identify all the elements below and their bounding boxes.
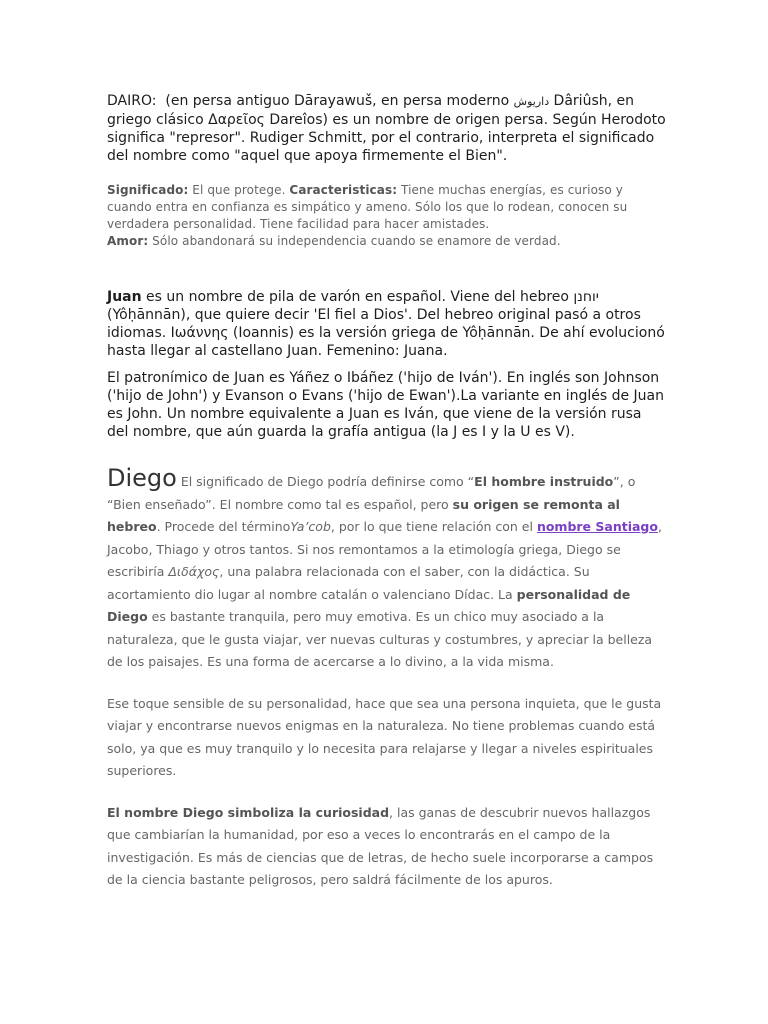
diego-paragraph-3 [107,802,667,892]
diego-paragraph-2: Ese toque sensible de su personalidad, hace que sea una persona inquieta, que le gusta viajar y encontrarse nuevos enigmas en la naturaleza. No tiene problemas cuando está solo, ya que es muy tranquilo y lo necesita para relajarse y llegar a niveles espirituales superiores. [107,695,662,778]
diego-text-a: El significado de Diego podría definirse como “ [176,474,475,489]
amor-text: Sólo abandonará su independencia cuando se enamore de verdad. [148,234,561,248]
dairo-label: DAIRO: [107,93,157,109]
diego-text-f: , Jacobo, Thiago y otros tantos. Si nos remontamos a la etimología griega, Diego se escribiría [107,519,662,579]
dairo-text-2: Dâriûsh, en griego clásico Δαρεῖος Dareîos) es un nombre de origen persa. Según Herodoto significa "represor". Rudiger Schmitt, por el contrario, interpreta el significado del nombre como "aquel que apoya firmemente el Bien". [107,93,666,164]
caracteristicas-label: Caracteristicas: [289,183,398,197]
diego-yacob: Ya’cob [290,519,331,534]
diego-text-p3: , las ganas de descubrir nuevos hallazgos que cambiarían la humanidad, por eso a veces lo encontrarás en el campo de la investigación. Es más de ciencias que de letras, de hecho suele incorporarse a campos de la ciencia bastante peligrosos, pero saldrá fácilmente de los apuros. [107,804,654,887]
meaning-paragraph [107,182,667,250]
significado-label: Significado: [107,183,189,197]
diego-bold-1: El hombre instruido [474,474,614,489]
diego-text-c: ”, o “Bien enseñado”. El nombre como tal es español, pero [107,474,636,512]
diego-text-e: , por lo que tiene relación con el [330,519,537,534]
significado-text: El que protege. [188,183,290,197]
dairo-persian: داریوش [513,95,550,108]
diego-text-g: , una palabra relacionada con el saber, con la didáctica. Su acortamiento dio lugar al nombre catalán o valenciano Dídac. La [107,564,590,602]
diego-greek: Διδάχος [168,564,220,579]
diego-title: Diego [107,464,177,492]
amor-label: Amor: [107,234,149,248]
diego-text-h: es bastante tranquila, pero muy emotiva. Es un chico muy asociado a la naturaleza, que le gusta viajar, ver nuevas culturas y costumbres, y apreciar la belleza de los paisajes. Es una forma de acercarse a lo divino, a la vida misma. [107,609,653,669]
dairo-paragraph [107,92,667,165]
caracteristicas-text: Tiene muchas energías, es curioso y cuando entra en confianza es simpático y ameno. Sólo los que lo rodean, conocen su verdadera personalidad. Tiene facilidad para hacer amistades. [107,183,628,231]
diego-bold-4: El nombre Diego simboliza la curiosidad [107,804,390,820]
nombre-santiago-link[interactable]: nombre Santiago [536,519,658,534]
document-page [107,92,667,892]
diego-bold-3: personalidad de Diego [107,586,631,624]
dairo-text-1: (en persa antiguo Dārayawuš, en persa moderno [165,93,514,109]
juan-paragraph-2: El patronímico de Juan es Yáñez o Ibáñez ('hijo de Iván'). En inglés son Johnson ('hijo de John') y Evanson o Evans ('hijo de Ewan').La variante en inglés de Juan es John. Un nombre equivalente a Juan es Iván, que viene de la versión rusa del nombre, que aún guarda la grafía antigua (la J es I y la U es V). [107,370,664,440]
diego-bold-2: su origen se remonta al hebreo [107,496,620,534]
juan-name: Juan [107,289,142,305]
juan-text-1: es un nombre de pila de varón en español. Viene del hebreo יוחנן (Yôḥānnān), que quiere decir 'El fiel a Dios'. Del hebreo original pasó a otros idiomas. Ιωάννης (Ioannis) es la versión griega de Yôḥānnān. De ahí evolucionó hasta llegar al castellano Juan. Femenino: Juana. [107,289,665,359]
juan-paragraph-1 [107,288,667,360]
diego-paragraph-1 [107,464,667,674]
diego-text-d: . Procede del término [156,519,291,534]
